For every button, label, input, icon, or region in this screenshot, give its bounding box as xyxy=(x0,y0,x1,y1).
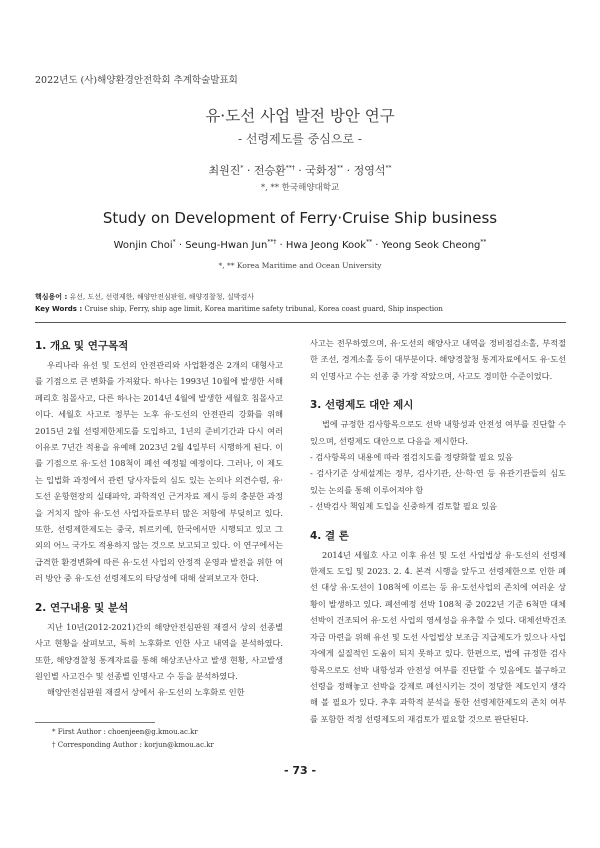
paragraph: 우리나라 유선 및 도선의 안전관리와 사업환경은 2개의 대형사고를 기점으로 큰 변화를 가져왔다. 하나는 1993년 10월에 발생한 서해페리호 침몰사고, 다른 하나는 2014년 4월에 발생한 세월호 침몰사고이다. 세월호 사고로 정부는 노후 유·도선의 안전관리 강화를 위해 2015년 2월 선령제한제도를 도입하고, 1년의 준비기간과 다시 여러 이유로 7년간 적용을 유예해 2023년 2월 4일부터 시행하게 된다. 이를 기점으로 유·도선 108척이 폐선 예정될 예정이다. 그러나, 이 제도는 입법화 과정에서 관련 당사자들의 심도 있는 논의나 의견수렴, 유·도선 운항현장의 실태파악, 과학적인 근거자료 제시 등의 충분한 과정을 거치지 않아 유·도선 사업자들로부터 많은 저항에 부딪히고 있다. 또한, 선령제한제도는 중국, 튀르키예, 한국에서만 시행되고 있고 그 외의 어느 국가도 적용하지 않는 것으로 보고되고 있다. 이 연구에서는 급격한 환경변화에 따른 유·도선 사업의 안정적 운영과 발전을 위한 여러 방안 중 유·도선 선령제도의 타당성에 대해 살펴보고자 한다. xyxy=(35,360,283,584)
keywords-english xyxy=(35,305,575,313)
paragraph: 2014년 세월호 사고 이후 유선 및 도선 사업법상 유·도선의 선령제한제도 도입 및 2023. 2. 4. 본격 시행을 앞두고 선령제한으로 인한 폐선 대상 유·도선이 108척에 이르는 등 유·도선사업의 존치에 여러운 상황이 발생하고 있다. 폐선예정 선박 108척 중 2022년 기준 6척만 대체선박이 건조되어 유·도선 사업의 영세성을 유추할 수 있다. 대체선박건조자금 마련을 위해 유선 및 도선 사업법상 보조금 지급제도가 있으나 사업자에게 실질적인 도움이 되지 못하고 있다. 한편으로, 법에 규정한 검사항목으로도 선박 내항성과 안전성 여부를 진단할 수 있음에도 불구하고 선령을 정해놓고 선박을 강제로 폐선시키는 것이 정당한 제도인지 생각해 볼 필요가 있다. 추후 과학적 분석을 통한 선령제한제도의 존치 여부를 포함한 적정 선령제도의 재검토가 필요할 것으로 판단된다. xyxy=(310,549,566,724)
author-list-korean xyxy=(0,162,600,178)
author-name: Wonjin Choi xyxy=(113,240,173,251)
keywords-korean xyxy=(35,292,575,302)
conference-header: 2022년도 (사)해양환경안전학회 추계학술발표회 xyxy=(35,75,238,86)
author-separator: · xyxy=(375,240,379,251)
section-heading: 3. 선령제도 대안 제시 xyxy=(310,399,414,412)
affiliation-korean: *, ** 한국해양대학교 xyxy=(260,183,340,193)
keywords-text: Cruise ship, Ferry, ship age limit, Korea maritime safety tribunal, Korea coast guard, Ship inspection xyxy=(84,305,443,313)
author-mark: * xyxy=(172,238,176,246)
keywords-label: 핵심용어 : xyxy=(35,293,68,301)
paragraph: 지난 10년(2012-2021)간의 해양안전심판원 재결서 상의 선종별 사고 현황을 살펴보고, 특히 노후화로 인한 사고 내역을 분석하였다. 또한, 해양경찰청 통계자료를 통해 해상조난사고 발생 현황, 사고발생 원인별 사고건수 및 선종별 인명사고 수 등을 분석하였다. xyxy=(35,621,283,681)
author-separator: · xyxy=(246,164,251,177)
author-separator: · xyxy=(346,164,351,177)
author-mark: **† xyxy=(267,238,277,246)
author-name: 국화정 xyxy=(305,164,338,177)
paragraph: 사고는 전무하였으며, 유·도선의 해양사고 내역을 정비점검소홀, 부적절한 조선, 경계소홀 등이 대부분이다. 해양경찰청 통계자료에서도 유·도선의 인명사고 수는 선종 중 가장 작았으며, 사고도 경미한 수준이었다. xyxy=(310,338,566,381)
author-separator: · xyxy=(298,164,302,177)
keywords-text: 유선, 도선, 선령제한, 해양안전심판원, 해양경찰청, 실박검사 xyxy=(69,293,255,301)
section-heading: 2. 연구내용 및 분석 xyxy=(35,601,129,614)
author-mark: ** xyxy=(337,164,344,172)
keywords-label: Key Words : xyxy=(35,305,83,313)
section-heading: 4. 결 론 xyxy=(310,529,349,542)
paper-title-english: Study on Development of Ferry·Cruise Ship business xyxy=(102,209,498,227)
author-mark: * xyxy=(240,164,244,172)
list-item: - 검사기준 상세설계는 정부, 검사기관, 산·학·연 등 유관기관들의 심도 있는 논의를 통해 이루어져야 함 xyxy=(310,468,566,495)
author-mark: ** xyxy=(480,238,487,246)
section-heading: 1. 개요 및 연구목적 xyxy=(35,340,129,352)
left-column xyxy=(35,335,283,701)
author-name: Yeong Seok Cheong xyxy=(381,240,481,251)
author-list-english xyxy=(0,240,600,251)
author-separator: · xyxy=(279,240,283,251)
right-column xyxy=(310,335,566,727)
author-name: 최원진 xyxy=(208,164,241,177)
author-name: 정영석 xyxy=(353,164,386,177)
author-name: 전승환 xyxy=(253,164,286,177)
paragraph: 법에 규정한 검사항목으로도 선박 내항성과 안전성 여부를 진단할 수 있으며, 선령제도 대안으로 다음을 제시한다. xyxy=(310,419,566,446)
list-item: - 검사항목의 내용에 따라 점검치도를 정량화할 필요 있음 xyxy=(310,452,513,463)
paragraph: 해양안전심판원 재결서 상에서 유·도선의 노후화로 인한 xyxy=(47,687,245,698)
author-mark: ** xyxy=(366,238,373,246)
affiliation-english: *, ** Korea Maritime and Ocean University xyxy=(218,261,382,270)
paper-title-korean: 유·도선 사업 발전 방안 연구 xyxy=(205,107,395,125)
author-separator: · xyxy=(178,240,183,251)
footnote-corresponding-author: † Corresponding Author : korjun@kmou.ac.kr xyxy=(52,741,214,749)
author-name: Hwa Jeong Kook xyxy=(285,240,367,251)
author-name: Seung-Hwan Jun xyxy=(185,240,268,251)
list-item: - 선박검사 책임제 도입을 신중하게 검토할 필요 있음 xyxy=(310,501,498,512)
keywords-divider xyxy=(35,322,566,323)
footnote-divider xyxy=(35,722,155,723)
author-mark: ** xyxy=(385,164,392,172)
footnote-first-author: * First Author : choenjeen@g.kmou.ac.kr xyxy=(52,728,198,736)
author-mark: **† xyxy=(285,164,295,172)
page-number: - 73 - xyxy=(283,764,317,777)
paper-subtitle-korean: - 선령제도를 중심으로 - xyxy=(238,132,362,146)
